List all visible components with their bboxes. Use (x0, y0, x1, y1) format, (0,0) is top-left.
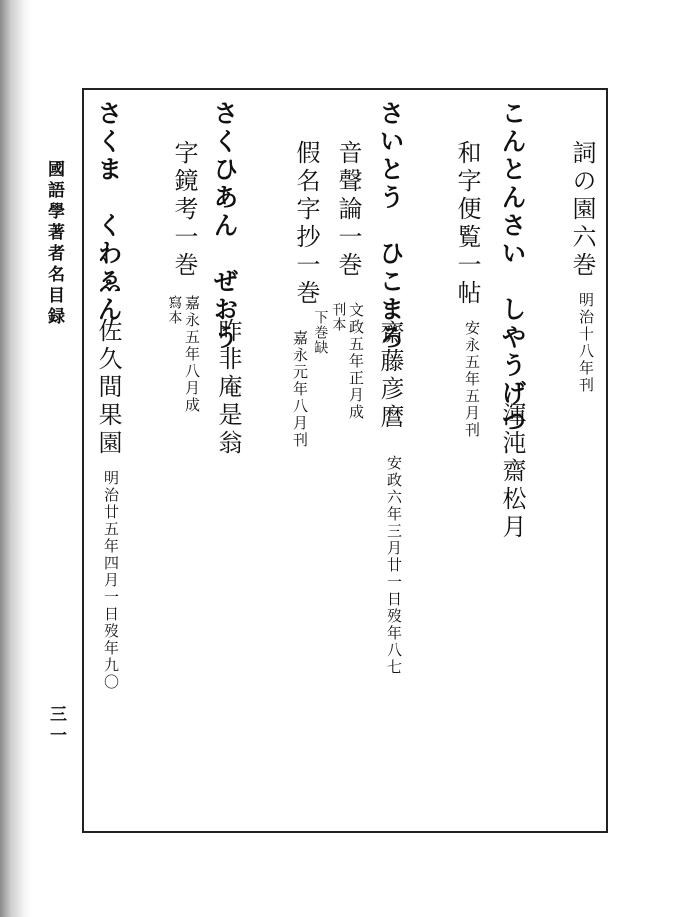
author-kana: こんとんさい しやうげつ (498, 100, 527, 436)
work-title: 和字便覧一帖 (453, 140, 481, 308)
author-name: 昨非庵是翁 (214, 318, 242, 458)
author-name: 佐久間果園 (94, 318, 122, 458)
work-title: 假名字抄一巻 (292, 140, 320, 308)
author-kana: さくま くわゑん (94, 100, 123, 324)
page-edge-shadow (0, 0, 32, 917)
work-date: 嘉永五年八月成 (183, 295, 201, 414)
work-date: 安永五年五月刊 (463, 320, 481, 439)
page-number: 三一 (46, 705, 66, 747)
author-kana: さくひあん ぜおう (210, 100, 239, 352)
death-date: 明治廿五年四月一日歿年九〇 (102, 470, 120, 691)
running-title: 國語學著者名目録 (44, 160, 64, 328)
work-note: 下巻缺 (312, 310, 329, 355)
work-note: 刊本 (330, 302, 347, 332)
entry-date: 明治十八年刊 (577, 292, 595, 394)
work-title: 音聲論一巻 (334, 140, 362, 280)
author-name: 齋藤彦麿 (376, 320, 404, 432)
author-name: 渾沌齋松月 (498, 402, 526, 542)
work-title: 字鏡考一巻 (170, 140, 198, 280)
death-date: 安政六年三月廿一日歿年八七 (385, 455, 403, 676)
work-date: 文政五年正月成 (347, 302, 365, 421)
entry-title: 詞の園六巻 (568, 140, 596, 280)
work-date: 嘉永元年八月刊 (291, 330, 309, 449)
author-kana: さいとう ひこまろ (376, 100, 405, 352)
work-note: 寫本 (166, 295, 183, 325)
